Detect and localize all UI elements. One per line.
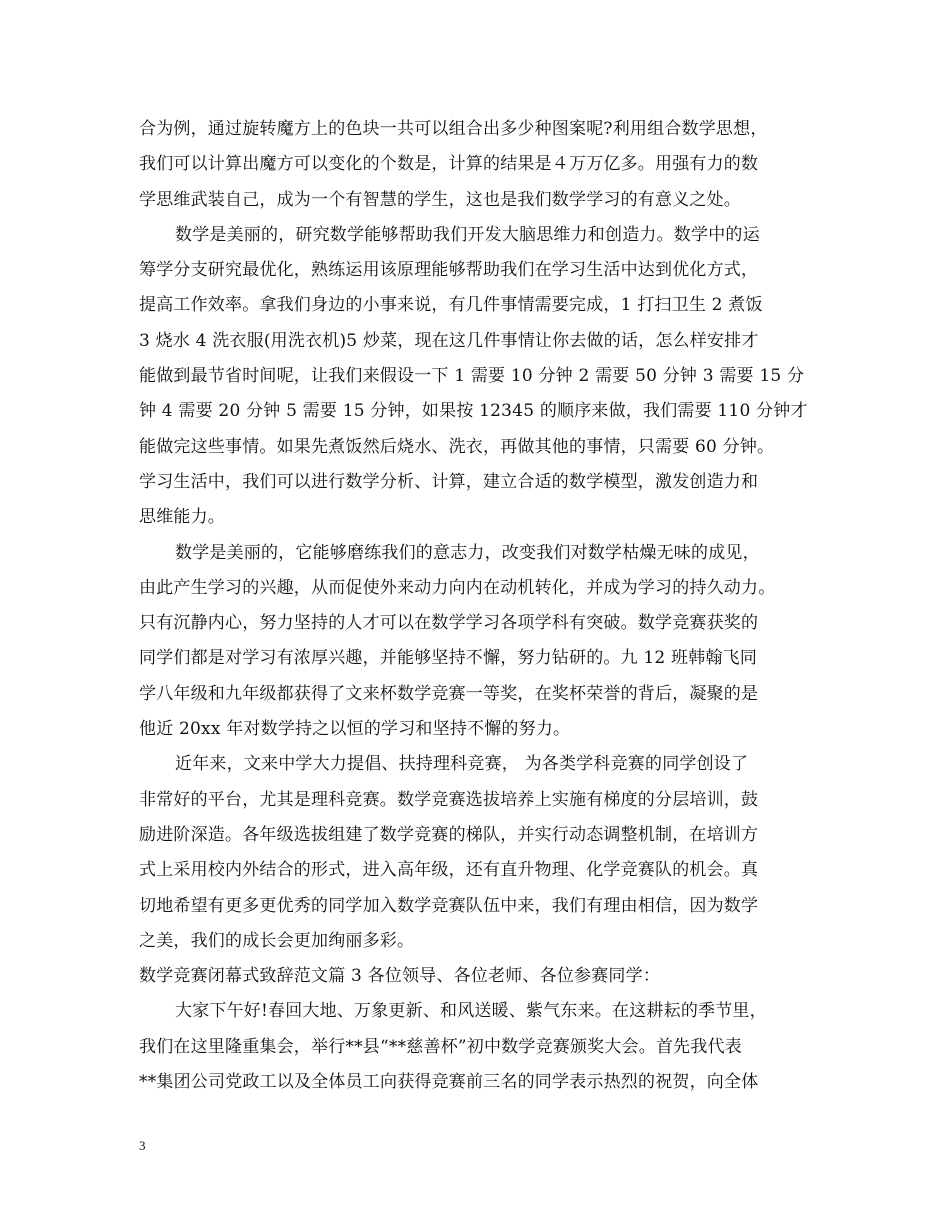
text-line: 同学们都是对学习有浓厚兴趣，并能够坚持不懈，努力钻研的。九 12 班韩翰飞同 (139, 648, 758, 669)
text-line: 能做完这些事情。如果先煮饭然后烧水、洗衣，再做其他的事情，只需要 60 分钟。 (139, 436, 775, 457)
text-line: 非常好的平台，尤其是理科竞赛。数学竞赛选拔培养上实施有梯度的分层培训，鼓 (139, 789, 759, 810)
text-line: 由此产生学习的兴趣，从而促使外来动力向内在动机转化，并成为学习的持久动力。 (139, 577, 776, 598)
text-line: 能做到最节省时间呢，让我们来假设一下 1 需要 10 分钟 2 需要 50 分钟 3 需要 15 分 (139, 366, 805, 387)
text-line: 筹学分支研究最优化，熟练运用该原理能够帮助我们在学习生活中达到优化方式， (139, 260, 759, 281)
text-line: 只有沉静内心，努力坚持的人才可以在数学学习各项学科有突破。数学竞赛获奖的 (139, 613, 759, 634)
text-line: 合为例，通过旋转魔方上的色块一共可以组合出多少种图案呢?利用组合数学思想， (139, 119, 768, 139)
text-line: 励进阶深造。各年级选拔组建了数学竞赛的梯队，并实行动态调整机制，在培训方 (139, 824, 759, 845)
text-line: 他近 20xx 年对数学持之以恒的学习和坚持不懈的努力。 (139, 719, 571, 740)
text-line: 钟 4 需要 20 分钟 5 需要 15 分钟，如果按 12345 的顺序来做，我们需要 110 分钟才 (139, 401, 808, 422)
paragraph-first-line: 大家下午好!春回大地、万象更新、和风送暖、紫气东来。在这耕耘的季节里， (175, 1001, 767, 1022)
paragraph-first-line: 数学是美丽的，研究数学能够帮助我们开发大脑思维力和创造力。数学中的运 (175, 224, 760, 245)
paragraph-first-line: 近年来，文来中学大力提倡、扶持理科竞赛， 为各类学科竞赛的同学创设了 (175, 754, 749, 775)
text-line: 式上采用校内外结合的形式，进入高年级，还有直升物理、化学竞赛队的机会。真 (139, 860, 759, 881)
text-line: 学八年级和九年级都获得了文来杯数学竞赛一等奖，在奖杯荣誉的背后，凝聚的是 (139, 683, 759, 704)
text-line: 我们在这里隆重集会，举行**县“**慈善杯”初中数学竞赛颁奖大会。首先我代表 (139, 1036, 742, 1057)
text-line: 之美，我们的成长会更加绚丽多彩。 (139, 930, 415, 951)
text-line: 我们可以计算出魔方可以变化的个数是，计算的结果是４万万亿多。用强有力的数 (139, 154, 759, 175)
paragraph-first-line: 数学是美丽的，它能够磨练我们的意志力，改变我们对数学枯燥无味的成见， (175, 542, 760, 563)
text-line: 思维能力。 (139, 507, 225, 528)
text-line: **集团公司党政工以及全体员工向获得竞赛前三名的同学表示热烈的祝贺，向全体 (139, 1072, 759, 1093)
text-line: 切地希望有更多更优秀的同学加入数学竞赛队伍中来，我们有理由相信，因为数学 (139, 895, 759, 916)
text-line: 学思维武装自己，成为一个有智慧的学生，这也是我们数学学习的有意义之处。 (139, 189, 741, 210)
text-line: 提高工作效率。拿我们身边的小事来说，有几件事情需要完成，1 打扫卫生 2 煮饭 (139, 295, 763, 316)
text-line: 学习生活中，我们可以进行数学分析、计算，建立合适的数学模型，激发创造力和 (139, 471, 759, 492)
section-heading-line: 数学竞赛闭幕式致辞范文篇 3 各位领导、各位老师、各位参赛同学： (139, 966, 661, 987)
text-line: 3 烧水 4 洗衣服(用洗衣机)5 炒菜，现在这几件事情让你去做的话，怎么样安排才 (139, 330, 759, 351)
document-body (139, 112, 829, 1100)
page-number: 3 (139, 1138, 146, 1153)
